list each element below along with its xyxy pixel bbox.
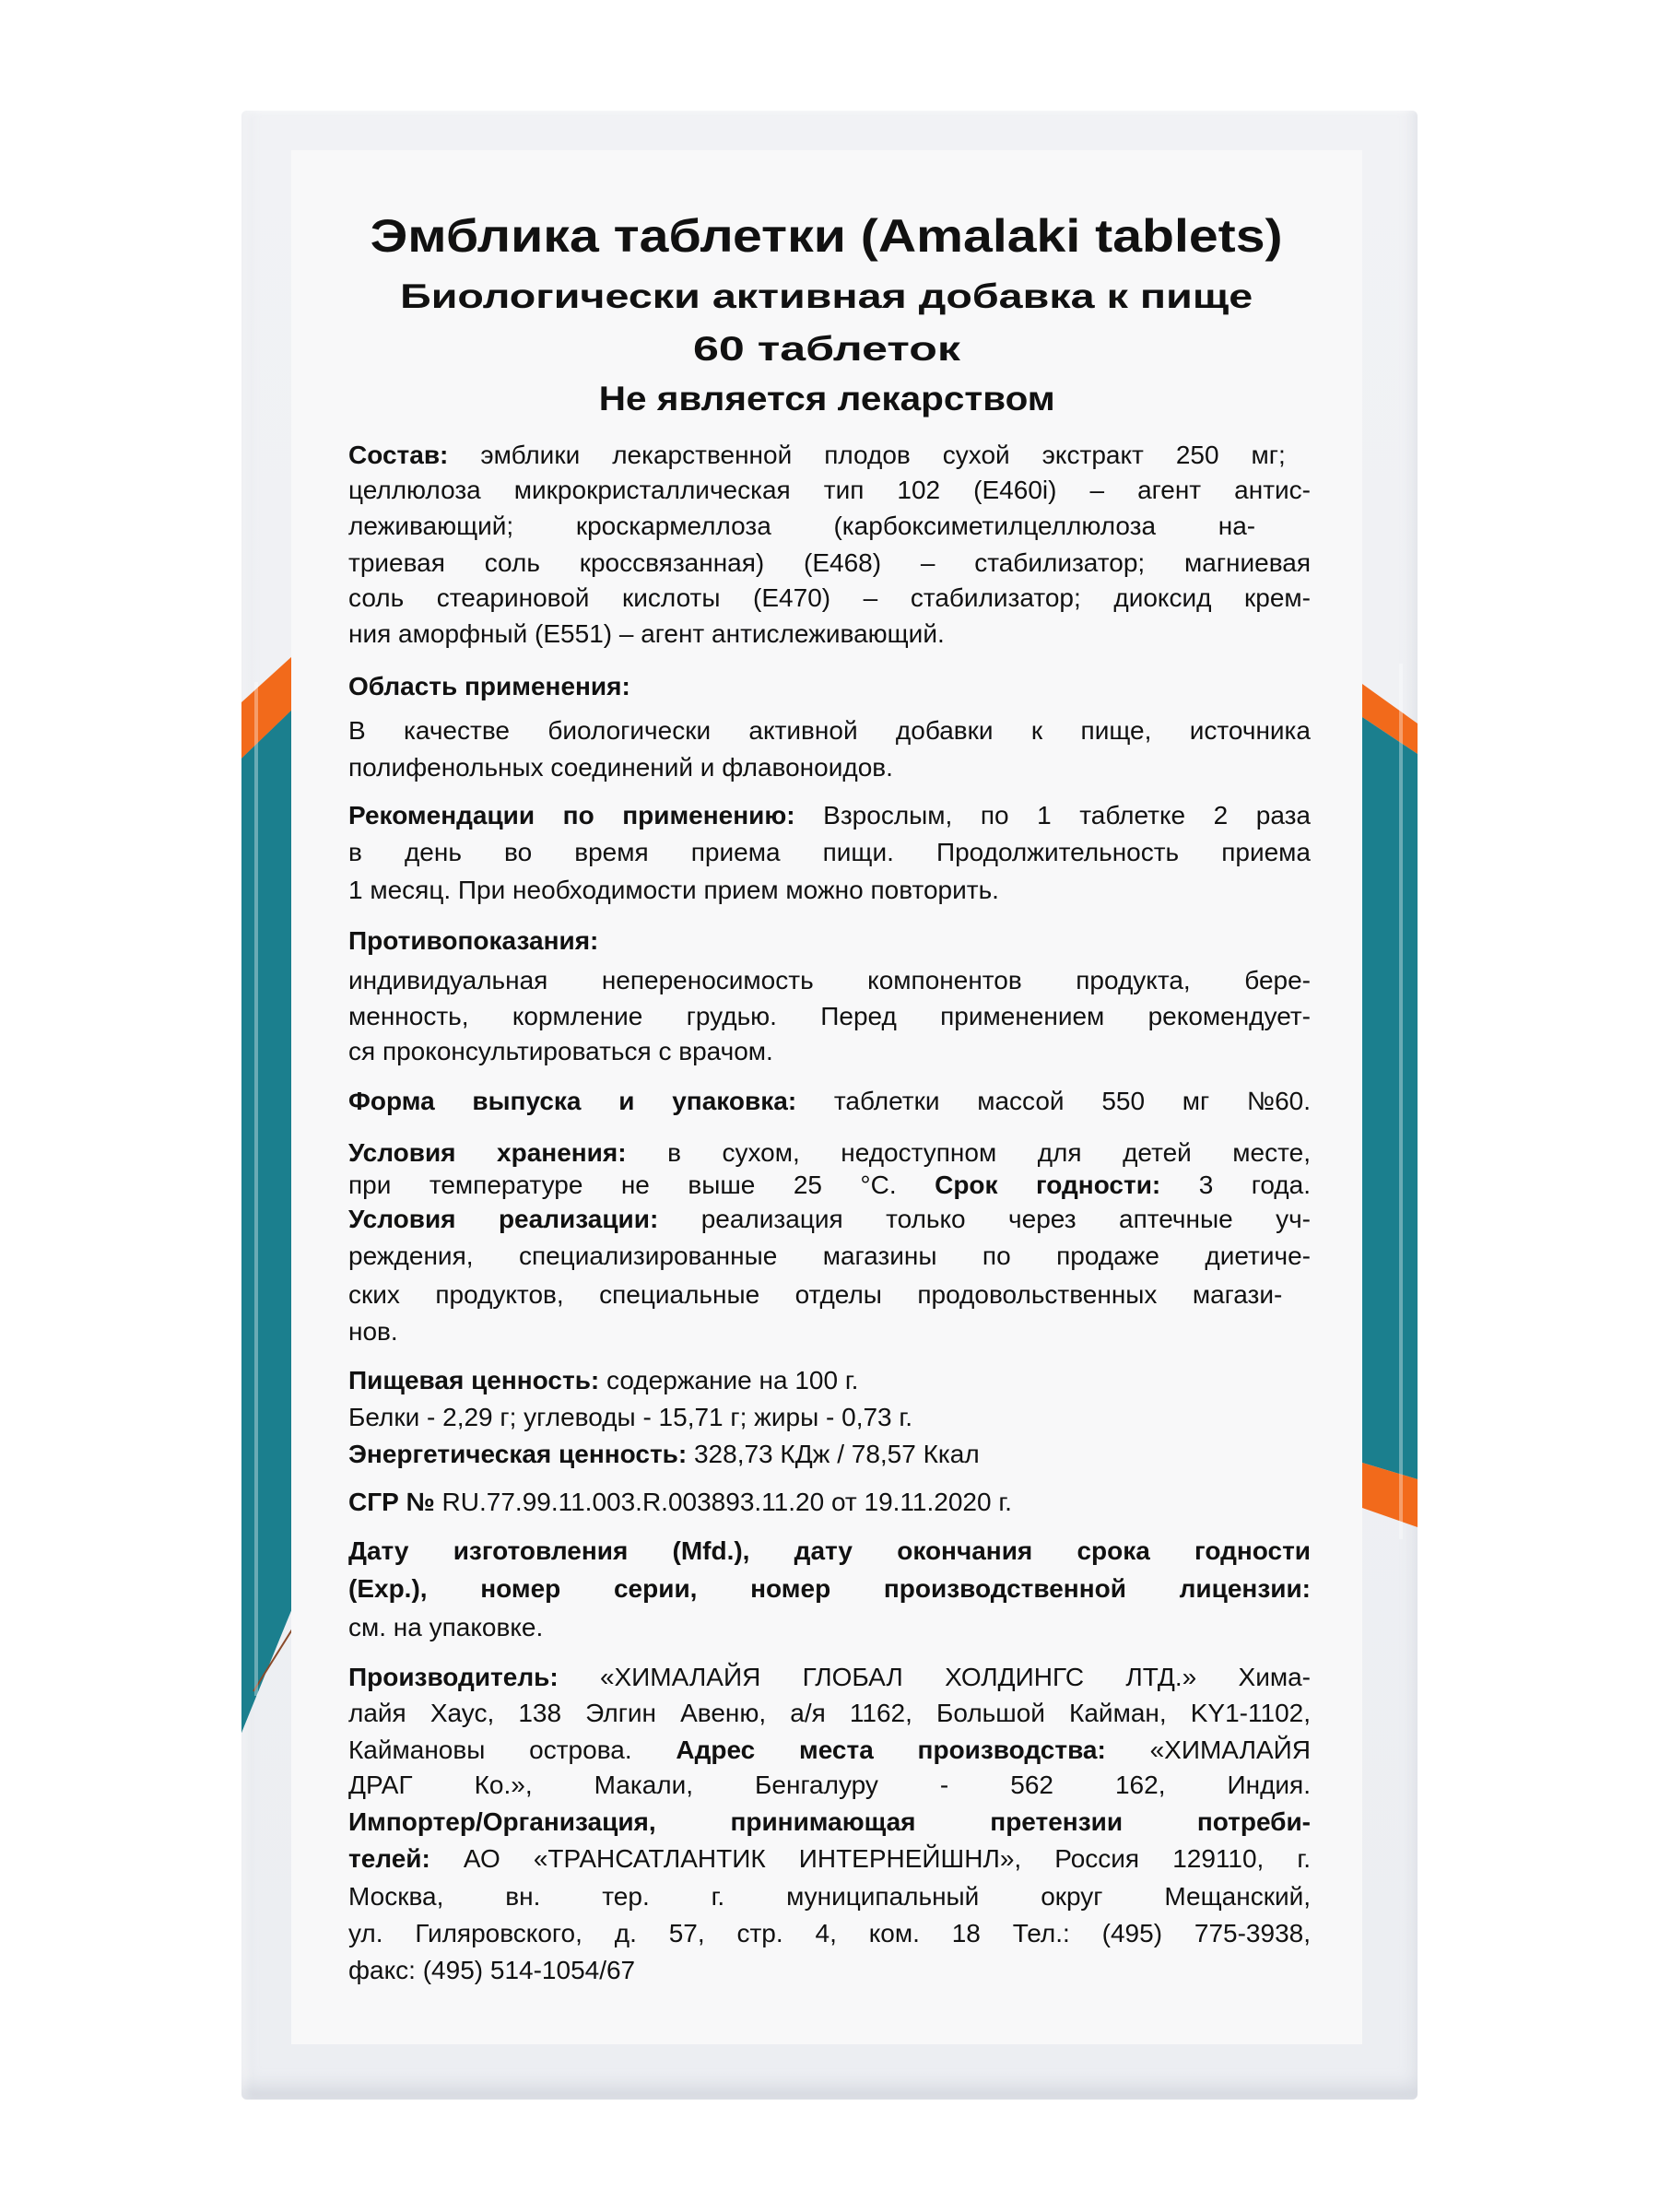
bold-label: Область применения:: [348, 672, 630, 700]
bold-label: Дату изготовления (Mfd.), дату окончания срока годности: [348, 1536, 1311, 1565]
text-segment: Белки - 2,29 г; углеводы - 15,71 г; жиры - 0,73 г.: [348, 1403, 912, 1431]
right-edge-stripe: [1362, 111, 1418, 2100]
body-line: [348, 616, 1311, 653]
bold-label: Форма выпуска и упаковка:: [348, 1087, 834, 1115]
bold-label: Условия реализации:: [348, 1205, 701, 1233]
text-segment: леживающий; кроскармеллоза (карбоксиметилцеллюлоза на-: [348, 512, 1256, 540]
body-line: [348, 508, 1311, 545]
body-line: [348, 1399, 1311, 1436]
text-segment: АО «ТРАНСАТЛАНТИК ИНТЕРНЕЙШНЛ», Россия 129110, г.: [463, 1844, 1312, 1873]
body-line: [348, 1915, 1311, 1952]
body-line: [348, 1841, 1311, 1877]
body-line-text: [348, 1201, 1311, 1238]
body-line: [348, 1659, 1311, 1696]
text-segment: нов.: [348, 1317, 398, 1346]
not-a-drug-notice: Не является лекарством: [598, 380, 1055, 418]
text-segment: см. на упаковке.: [348, 1613, 544, 1641]
text-segment: ских продуктов, специальные отделы продовольственных магази-: [348, 1280, 1283, 1309]
body-line-text: [348, 508, 1311, 545]
body-line: [348, 1732, 1311, 1769]
text-segment: реализация только через аптечные уч-: [700, 1205, 1311, 1233]
body-line-text: [348, 1362, 858, 1399]
text-segment: триевая соль кроссвязанная) (E468) – стабилизатор; магниевая: [348, 548, 1311, 577]
body-line-text: [348, 1767, 1311, 1804]
body-line-text: [348, 923, 598, 959]
body-line-text: [348, 1277, 1311, 1313]
body-line: [348, 1238, 1311, 1275]
body-line: [348, 1533, 1311, 1570]
body-line: [348, 923, 1311, 959]
body-line-text: [348, 1878, 1311, 1915]
body-line-text: [348, 834, 1311, 871]
body-line-text: [348, 1533, 1311, 1570]
body-line: [348, 472, 1311, 509]
bold-label: Рекомендации по применению:: [348, 801, 824, 830]
body-line: [348, 1767, 1311, 1804]
text-segment: полифенольных соединений и флавоноидов.: [348, 753, 893, 782]
body-line: [348, 1277, 1311, 1313]
text-segment: эмблики лекарственной плодов сухой экстракт 250 мг;: [480, 441, 1286, 469]
body-line: [348, 1878, 1311, 1915]
body-line-text: [348, 1313, 398, 1350]
body-line-text: [348, 1083, 1311, 1120]
body-line: [348, 1484, 1311, 1521]
tablet-count: 60 таблеток: [693, 330, 960, 368]
body-line-text: [348, 1135, 1311, 1171]
body-line: [348, 1952, 1311, 1989]
body-line-text: [348, 872, 999, 909]
body-line: [348, 1083, 1311, 1120]
body-line-text: [348, 668, 630, 705]
body-line: [348, 1033, 1311, 1070]
text-segment: 1 месяц. При необходимости прием можно повторить.: [348, 876, 999, 904]
bold-label: Энергетическая ценность:: [348, 1440, 694, 1468]
body-line: [348, 834, 1311, 871]
body-line-text: [348, 580, 1311, 617]
body-line-text: [348, 1167, 1311, 1204]
text-segment: RU.77.99.11.003.R.003893.11.20 от 19.11.2020 г.: [441, 1488, 1012, 1516]
text-segment: в сухом, недоступном для детей месте,: [667, 1138, 1311, 1167]
body-line: [348, 1695, 1311, 1732]
text-segment: содержание на 100 г.: [606, 1366, 859, 1394]
bold-label: Производитель:: [348, 1663, 600, 1691]
body-line-text: [348, 749, 893, 786]
body-line-text: [348, 545, 1311, 582]
body-line-text: [348, 1436, 980, 1473]
body-line-text: [348, 1609, 543, 1646]
bold-label: СГР №: [348, 1488, 442, 1516]
text-segment: ул. Гиляровского, д. 57, стр. 4, ком. 18 Тел.: (495) 775-3938,: [348, 1919, 1311, 1947]
text-segment: Каймановы острова.: [348, 1735, 677, 1764]
text-segment: В качестве биологически активной добавки к пище, источника: [348, 716, 1311, 745]
body-line-text: [348, 616, 945, 653]
product-title: Эмблика таблетки (Amalaki tablets): [371, 210, 1283, 262]
body-line: [348, 668, 1311, 705]
bold-label: Условия хранения:: [348, 1138, 668, 1167]
bold-label: (Exp.), номер серии, номер производственной лицензии:: [348, 1574, 1311, 1603]
body-line: [348, 962, 1311, 999]
body-line-text: [348, 472, 1311, 509]
body-line: [348, 749, 1311, 786]
bold-label: Пищевая ценность:: [348, 1366, 607, 1394]
body-line-text: [348, 1732, 1311, 1769]
body-line: [348, 1436, 1311, 1473]
body-line: [348, 545, 1311, 582]
label-panel: [291, 150, 1362, 2044]
text-segment: «ХИМАЛАЙЯ: [1149, 1735, 1311, 1764]
body-line-text: [348, 1399, 912, 1436]
body-line: [348, 1167, 1311, 1204]
body-line: [348, 1609, 1311, 1646]
body-line-text: [348, 1484, 1012, 1521]
body-line: [348, 1571, 1311, 1607]
bold-label: телей:: [348, 1844, 464, 1873]
text-segment: лайя Хаус, 138 Элгин Авеню, а/я 1162, Большой Кайман, KY1-1102,: [348, 1699, 1311, 1727]
body-line: [348, 1804, 1311, 1841]
body-line: [348, 872, 1311, 909]
bold-label: Адрес места производства:: [676, 1735, 1150, 1764]
bold-label: Противопоказания:: [348, 926, 599, 955]
text-segment: целлюлоза микрокристаллическая тип 102 (E460i) – агент антис-: [348, 476, 1311, 504]
body-line-text: [348, 1238, 1311, 1275]
body-line: [348, 580, 1311, 617]
text-segment: факс: (495) 514-1054/67: [348, 1956, 636, 1984]
bold-label: Импортер/Организация, принимающая претензии потреби-: [348, 1807, 1311, 1836]
body-line-text: [348, 1841, 1311, 1877]
text-segment: соль стеариновой кислоты (E470) – стабилизатор; диоксид крем-: [348, 583, 1311, 612]
text-segment: в день во время приема пищи. Продолжительность приема: [348, 838, 1311, 866]
text-segment: реждения, специализированные магазины по продаже диетиче-: [348, 1241, 1311, 1270]
text-segment: таблетки массой 550 мг №60.: [833, 1087, 1311, 1115]
text-segment: Взрослым, по 1 таблетке 2 раза: [823, 801, 1312, 830]
body-line-text: [348, 998, 1311, 1035]
body-line: [348, 1135, 1311, 1171]
body-line-text: [348, 437, 1311, 474]
body-line-text: [348, 1915, 1311, 1952]
body-line: [348, 998, 1311, 1035]
body-line: [348, 437, 1311, 474]
body-line-text: [348, 1571, 1311, 1607]
body-line-text: [348, 962, 1311, 999]
body-line-text: [348, 1804, 1311, 1841]
body-line-text: [348, 712, 1311, 749]
text-segment: ния аморфный (E551) – агент антислеживающий.: [348, 619, 945, 648]
body-line: [348, 1362, 1311, 1399]
text-segment: при температуре не выше 25 °С.: [348, 1171, 935, 1199]
body-line-text: [348, 1659, 1311, 1696]
text-segment: ся проконсультироваться с врачом.: [348, 1037, 773, 1065]
text-segment: менность, кормление грудью. Перед применением рекомендует-: [348, 1002, 1311, 1030]
product-subtitle: Биологически активная добавка к пище: [400, 277, 1253, 315]
body-line-text: [348, 1952, 635, 1989]
left-edge-stripe: [241, 111, 292, 2100]
bold-label: Состав:: [348, 441, 481, 469]
text-segment: индивидуальная непереносимость компонентов продукта, бере-: [348, 966, 1311, 994]
body-line: [348, 712, 1311, 749]
body-line: [348, 797, 1311, 834]
body-line-text: [348, 797, 1311, 834]
body-line: [348, 1313, 1311, 1350]
text-segment: Москва, вн. тер. г. муниципальный округ Мещанский,: [348, 1882, 1311, 1911]
bold-label: Срок годности:: [935, 1171, 1199, 1199]
text-segment: ДРАГ Ко.», Макали, Бенгалуру - 562 162, Индия.: [348, 1771, 1311, 1799]
text-segment: «ХИМАЛАЙЯ ГЛОБАЛ ХОЛДИНГС ЛТД.» Хима-: [599, 1663, 1311, 1691]
body-line-text: [348, 1033, 773, 1070]
body-line-text: [348, 1695, 1311, 1732]
text-segment: 3 года.: [1198, 1171, 1311, 1199]
text-segment: 328,73 КДж / 78,57 Ккал: [693, 1440, 980, 1468]
body-line: [348, 1201, 1311, 1238]
